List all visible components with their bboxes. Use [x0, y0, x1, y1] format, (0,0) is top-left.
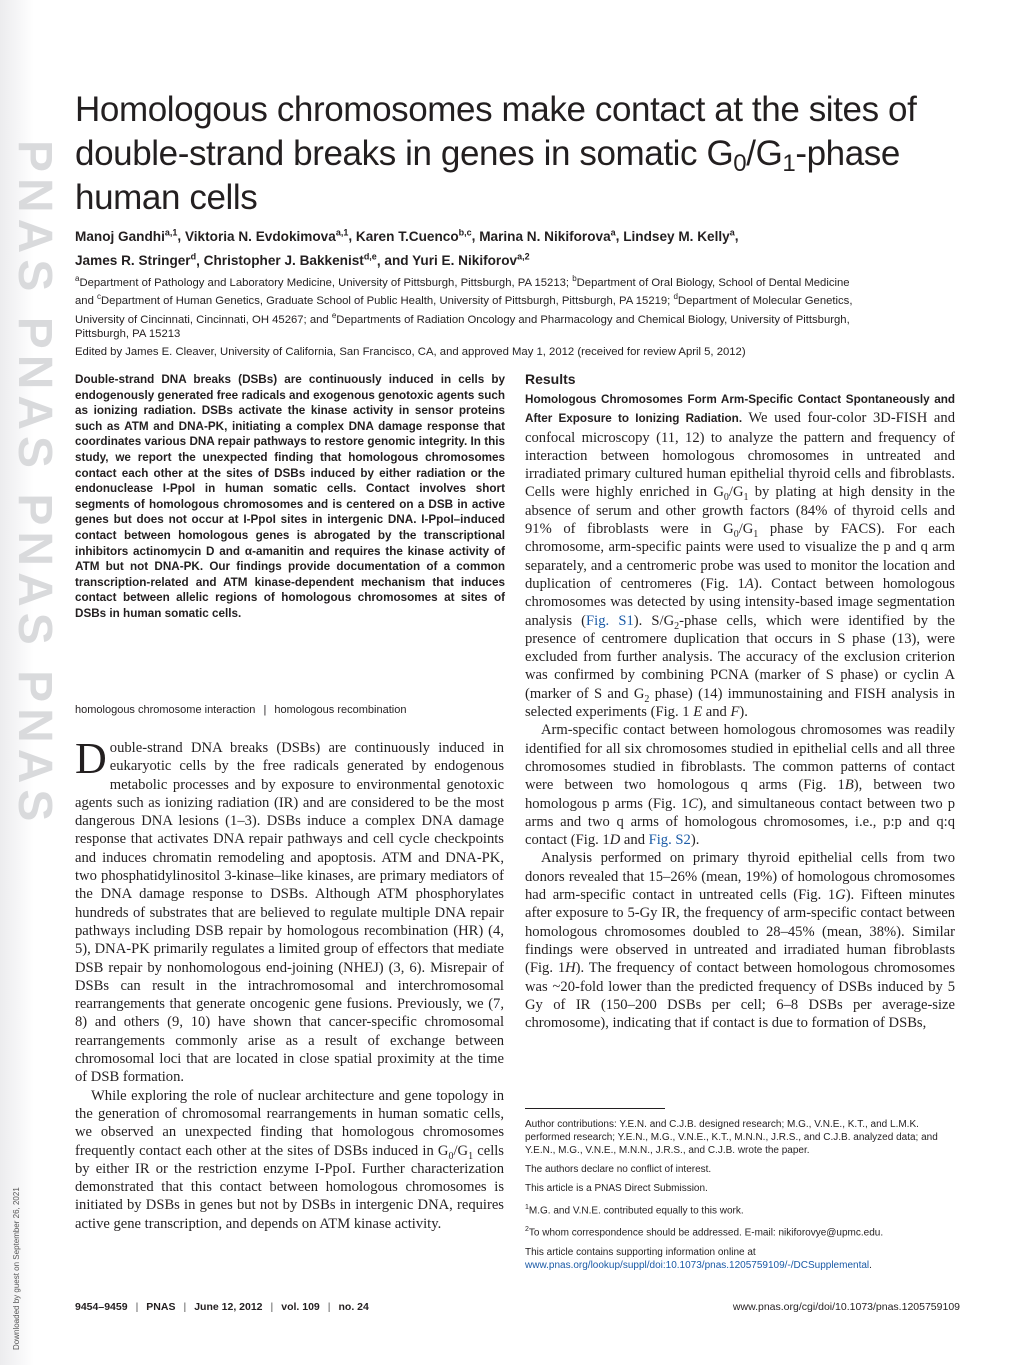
page-range: 9454–9459 — [75, 1301, 128, 1313]
title-line-2: double-strand breaks in genes in somatic $G_0/G_1$-phase — [75, 134, 900, 177]
title-line-3: human cells — [75, 178, 258, 217]
author: Lindsey M. Kelly$^a$ — [623, 227, 735, 244]
footnote-2: $^2$To whom correspondence should be addressed. E-mail: nikiforovye@upmc.edu. — [525, 1226, 884, 1239]
title-line-1: Homologous chromosomes make contact at the sites of — [75, 90, 917, 129]
keywords — [75, 704, 505, 716]
author: Viktoria N. Evdokimova$^{a,1}$ — [184, 227, 349, 244]
author: Karen T.Cuenco$^{b,c}$ — [355, 227, 472, 244]
introduction — [75, 734, 504, 1233]
keyword: homologous chromosome interaction — [75, 704, 256, 716]
affiliations — [75, 272, 965, 342]
keyword: homologous recombination — [274, 704, 407, 716]
fig-s2-link[interactable]: Fig. S2 — [648, 832, 691, 849]
volume: vol. 109 — [281, 1301, 320, 1313]
footer-separator: | — [135, 1301, 139, 1313]
footer-separator: | — [183, 1301, 187, 1313]
results-paragraph-1: Homologous Chromosomes Form Arm-Specific Contact Spontaneously and After Exposure to Ionizing Radiation. We used four-color 3D-FISH and confocal microscopy (11, 12) to analyze the pattern and frequency of interaction between homologous chromosomes in untreated and irradiated primary cultured human epithelial thyroid cells and fibroblasts. Cells were highly enriched in $G_0/G_1$ by plating at high density in the absence of serum and other growth factors (84% of thyroid cells and 91% of fibroblasts were in $G_0/G_1$ phase by FACS). For each chromosome, arm-specific paints were used to visualize the p and q arm separately, and a centromeric probe was used to monitor the location and duplication of centromeres (Fig. 1A). Contact between homologous chromosomes was detected by using intensity-based image segmentation analysis (Fig. S1). $S/G_2$-phase cells, which were identified by the presence of centromere duplication that occurs in S phase (13), were excluded from further analysis. The accuracy of the exclusion criterion was confirmed by combining PCNA (marker of S phase) or cyclin A (marker of S and $G_2$ phase) (14) immunostaining and FISH analysis in selected experiments (Fig. 1 E and F). — [525, 393, 955, 721]
author: Manoj Gandhi$^{a,1}$ — [75, 227, 178, 244]
fig-s1-link[interactable]: Fig. S1 — [586, 612, 634, 629]
keyword-separator: | — [263, 704, 267, 716]
author: James R. Stringer$^d$ — [75, 251, 197, 269]
affiliation-line: University of Cincinnati, Cincinnati, OH 45267; and $^e$Departments of Radiation Oncology and Pharmacology and Chemical Biology, University of Pittsburgh, — [75, 310, 850, 326]
author-line-1: Manoj Gandhi$^{a,1}$, Viktoria N. Evdokimova$^{a,1}$, Karen T.Cuenco$^{b,c}$, Marina N. Nikiforova$^a$, Lindsey M. Kelly$^a$, — [75, 227, 739, 244]
drop-cap: D — [75, 734, 107, 783]
footnote-supporting-info: This article contains supporting information online at www.pnas.org/lookup/suppl/doi:10.1073/pnas.1205759109/-/DCSupplemental. — [525, 1246, 872, 1271]
footnote-submission: This article is a PNAS Direct Submission. — [525, 1183, 708, 1194]
edited-by-line: Edited by James E. Cleaver, University of California, San Francisco, CA, and approved May 1, 2012 (received for review April 5, 2012) — [75, 346, 746, 358]
footnotes — [525, 1118, 957, 1278]
article-title — [75, 88, 965, 220]
affiliation-line: and $^c$Department of Human Genetics, Graduate School of Public Health, University of Pittsburgh, Pittsburgh, PA 15219; $^d$Department of Molecular Genetics, — [75, 292, 853, 308]
footnote-conflict: The authors declare no conflict of interest. — [525, 1164, 712, 1175]
results-body — [525, 390, 955, 1032]
footnote-contributions: Author contributions: Y.E.N. and C.J.B. designed research; M.G., V.N.E., K.T., and L.M.K. performed research; Y.E.N., M.G., V.N.E., K.T., M.N.N., J.R.S., and C.J.B. analyzed data; and Y.E.N., M.G., V.N.E., M.N.N., J.R.S., and C.J.B. wrote the paper. — [525, 1119, 938, 1156]
issue-date: June 12, 2012 — [194, 1301, 263, 1313]
supplemental-link[interactable]: www.pnas.org/lookup/suppl/doi:10.1073/pnas.1205759109/-/DCSupplemental — [525, 1259, 870, 1271]
journal-logo-watermark: PNAS PNAS PNAS PNAS — [8, 140, 61, 828]
intro-paragraph-2: While exploring the role of nuclear architecture and gene topology in the generation of chromosomal rearrangements in human somatic cells, we observed an unexpected finding that homologous chromosomes frequently contact each other at the sites of DSBs induced in $G_0/G_1$ cells by either IR or the restriction enzyme I-PpoI. Further characterization demonstrated that this contact between homologous chromosomes is initiated by DSBs in genes but not by DSBs in intergenic DNA, requires active gene transcription, and depends on ATM kinase activity. — [75, 1087, 504, 1232]
doi-url[interactable]: www.pnas.org/cgi/doi/10.1073/pnas.1205759109 — [732, 1301, 960, 1313]
issue-number: no. 24 — [338, 1301, 369, 1313]
footnote-rule — [525, 1108, 665, 1109]
author-list — [75, 222, 965, 271]
journal-name: PNAS — [146, 1301, 176, 1313]
download-note: Downloaded by guest on September 26, 2021 — [12, 1187, 21, 1350]
results-heading: Results — [525, 371, 576, 387]
page-footer-citation — [75, 1301, 369, 1313]
author: Marina N. Nikiforova$^a$ — [479, 227, 616, 244]
footnote-1: $^1$M.G. and V.N.E. contributed equally to this work. — [525, 1204, 744, 1217]
affiliation-line: $^a$Department of Pathology and Laboratory Medicine, University of Pittsburgh, Pittsburgh, PA 15213; $^b$Department of Oral Biology, School of Dental Medicine — [75, 274, 850, 289]
results-subheading: Homologous Chromosomes Form Arm-Specific Contact Spontaneously and After Exposure to Ionizing Radiation. — [525, 393, 955, 426]
abstract: Double-strand DNA breaks (DSBs) are continuously induced in cells by endogenously generated free radicals and exogenous genotoxic agents such as ionizing radiation. DSBs activate the kinase activity in sensor proteins such as ATM and DNA-PK, initiating a complex DNA damage response that coordinates various DNA repair pathways to restore genomic integrity. In this study, we report the unexpected finding that homologous chromosomes contact each other at the sites of DSBs induced by either radiation or the endonuclease I-PpoI in human somatic cells. Contact involves short segments of homologous chromosomes and is centered on a DSB in active genes but does not occur at I-PpoI sites in intergenic DNA. I-PpoI–induced contact between homologous genes is abrogated by the transcriptional inhibitors actinomycin D and α-amanitin and requires the kinase activity of ATM but not DNA-PK. Our findings provide documentation of a common transcription-related and ATM kinase-dependent mechanism that induces contact between allelic regions of homologous chromosomes at sites of DSBs in human somatic cells. — [75, 373, 505, 620]
footer-separator: | — [327, 1301, 331, 1313]
author: and Yuri E. Nikiforov$^{a,2}$ — [384, 251, 530, 269]
results-paragraph-2: Arm-specific contact between homologous chromosomes was readily identified for all six chromosomes studied in epithelial cells and all three chromosomes studied in fibroblasts. The common patterns of contact were between two homologous q arms (Fig. 1B), between two homologous p arms (Fig. 1C), and simultaneous contact between two p arms and two q arms of homologous chromosomes, i.e., p:p and q:q contact (Fig. 1D and Fig. S2). — [525, 722, 955, 849]
author: Christopher J. Bakkenist$^{d,e}$ — [203, 251, 377, 269]
affiliation-line: Pittsburgh, PA 15213 — [75, 328, 181, 341]
footer-separator: | — [270, 1301, 274, 1313]
intro-paragraph-1: Double-strand DNA breaks (DSBs) are continuously induced in eukaryotic cells by the free radicals generated by endogenous metabolic processes and by exposure to environmental genotoxic agents such as ionizing radiation (IR) and are considered to be the most dangerous DNA lesions (1–3). DSBs induce a complex DNA damage response that activates DNA repair pathways and cell cycle checkpoints and induces chromatin remodeling and apoptosis. ATM and DNA-PK, two phosphatidylinositol 3-kinase–like kinases, are primary mediators of the DNA damage response to DSBs. Although ATM phosphorylates hundreds of substrates that are believed to regulate multiple DNA repair pathways including DSB repair by homologous recombination (HR) (4, 5), DNA-PK primarily regulates a limited group of effectors that mediate DSB repair by nonhomologous end-joining (NHEJ) (3, 6). Misrepair of DSBs can result in the intrachromosomal and interchromosomal rearrangements that generate oncogenic gene fusions. Previously, we (7, 8) and others (9, 10) have shown that cancer-specific chromosomal rearrangements commonly arise as a result of exchange between chromosomal loci that are located in close spatial proximity at the time of DSB formation. — [75, 734, 504, 1086]
results-paragraph-3: Analysis performed on primary thyroid epithelial cells from two donors revealed that 15–26% (mean, 19%) of homologous chromosomes had arm-specific contact in untreated cells (Fig. 1G). Fifteen minutes after exposure to 5-Gy IR, the frequency of arm-specific contact between homologous chromosomes doubled to 28–45% (mean, 38%). Similar findings were observed in untreated and irradiated human fibroblasts (Fig. 1H). The frequency of contact between homologous chromosomes was ~20-fold lower than the predicted frequency of DSBs induced by 5 Gy of IR (150–200 DSBs per cell; 6–8 DSBs per average-size chromosome), indicating that if contact is due to formation of DSBs, — [525, 850, 956, 1032]
author-line-2: James R. Stringer$^d$, Christopher J. Bakkenist$^{d,e}$, and Yuri E. Nikiforov$^{a,2}$ — [75, 251, 530, 269]
